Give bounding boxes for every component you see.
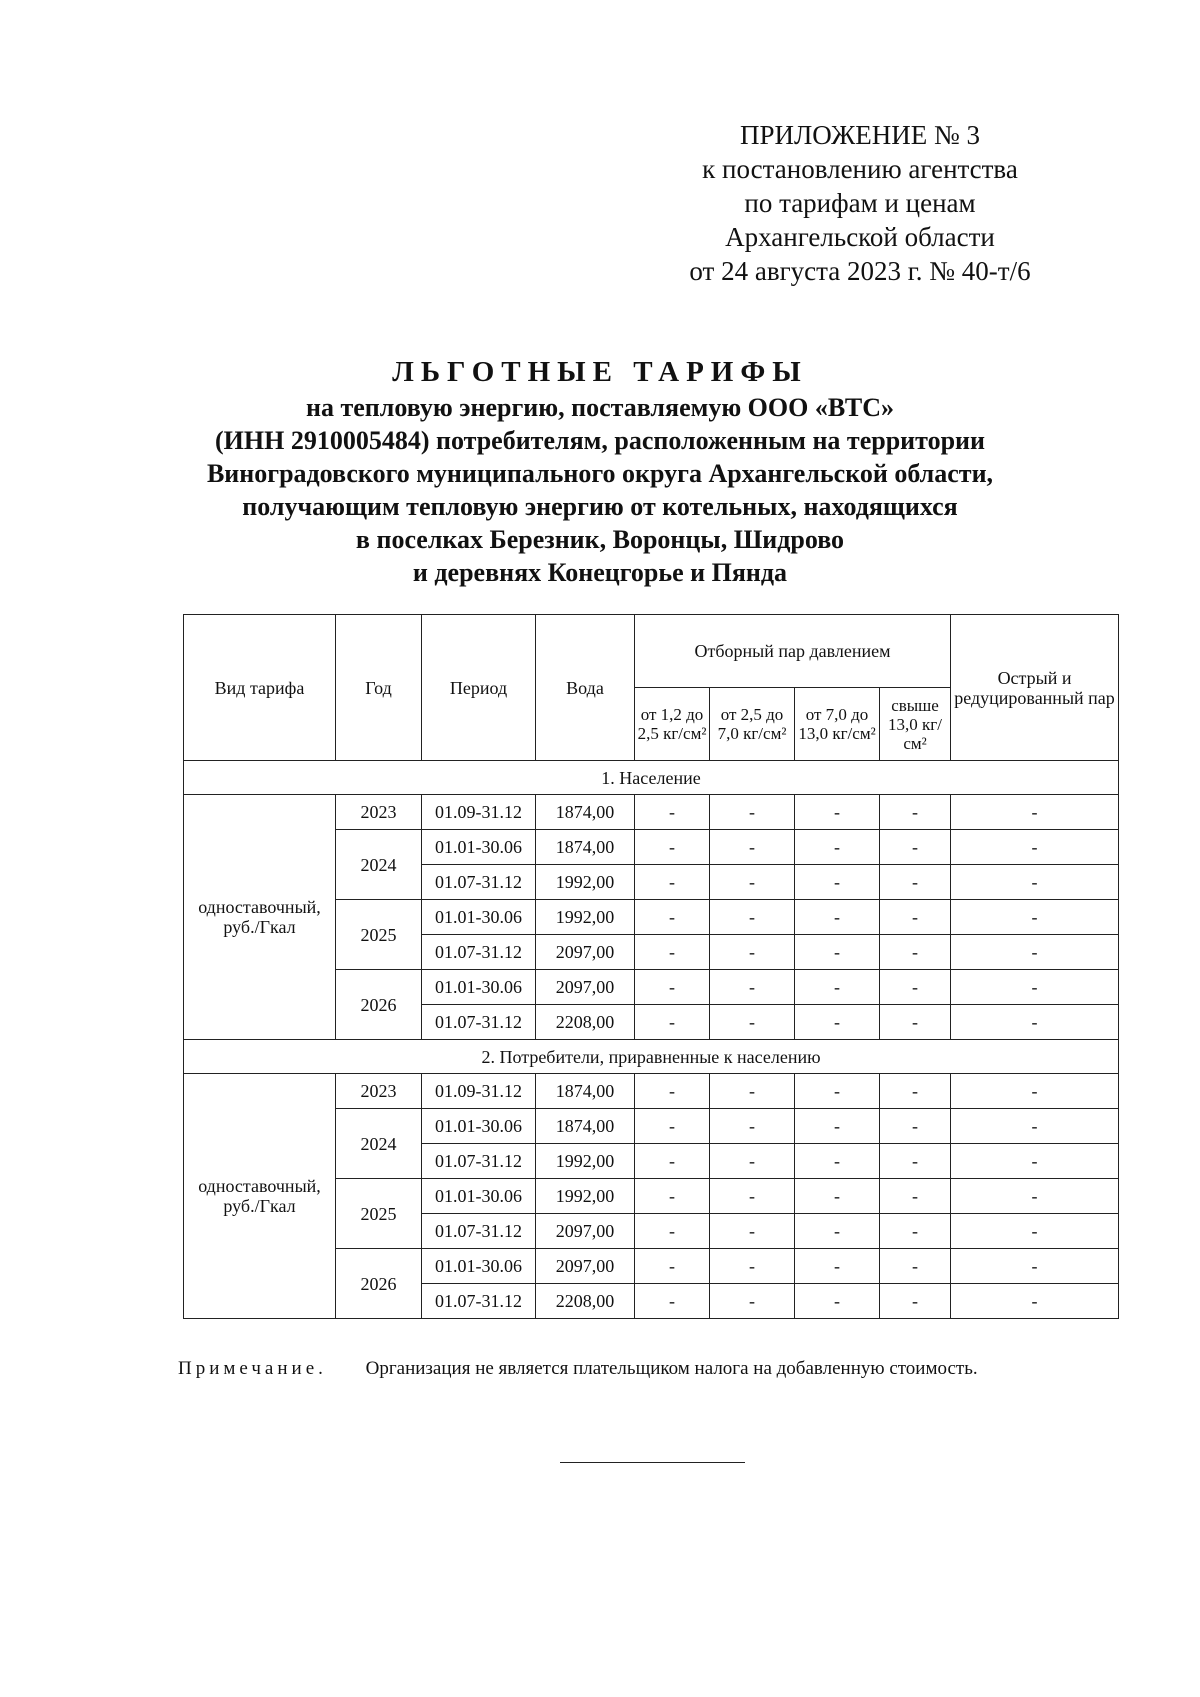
sharp-cell: - — [951, 970, 1119, 1005]
header-pressure-4: свыше 13,0 кг/см² — [880, 688, 951, 761]
p2-cell: - — [710, 1109, 795, 1144]
note-label: Примечание. — [178, 1358, 327, 1379]
header-tariff-type: Вид тарифа — [184, 615, 336, 761]
year-cell: 2025 — [336, 900, 422, 970]
water-cell: 1874,00 — [536, 1074, 635, 1109]
sharp-cell: - — [951, 1144, 1119, 1179]
title-line: и деревнях Конецгорье и Пянда — [412, 558, 788, 587]
p1-cell: - — [635, 1284, 710, 1319]
sharp-cell: - — [951, 830, 1119, 865]
sharp-cell: - — [951, 935, 1119, 970]
header-water: Вода — [536, 615, 635, 761]
p1-cell: - — [635, 795, 710, 830]
p4-cell: - — [880, 795, 951, 830]
p3-cell: - — [795, 1214, 880, 1249]
table-row — [184, 1074, 1119, 1109]
p2-cell: - — [710, 1284, 795, 1319]
appendix-line: Архангельской области — [725, 222, 995, 252]
p2-cell: - — [710, 865, 795, 900]
document-title — [150, 356, 1050, 589]
p3-cell: - — [795, 1179, 880, 1214]
p2-cell: - — [710, 900, 795, 935]
water-cell: 1874,00 — [536, 830, 635, 865]
sharp-cell: - — [951, 1074, 1119, 1109]
sharp-cell: - — [951, 1109, 1119, 1144]
period-cell: 01.01-30.06 — [422, 1179, 536, 1214]
p4-cell: - — [880, 970, 951, 1005]
p3-cell: - — [795, 1284, 880, 1319]
p2-cell: - — [710, 1074, 795, 1109]
appendix-number: ПРИЛОЖЕНИЕ № 3 — [739, 120, 981, 150]
period-cell: 01.07-31.12 — [422, 1214, 536, 1249]
p2-cell: - — [710, 1214, 795, 1249]
p2-cell: - — [710, 1005, 795, 1040]
p4-cell: - — [880, 1284, 951, 1319]
p4-cell: - — [880, 900, 951, 935]
title-line: Виноградовского муниципального округа Архангельской области, — [206, 459, 994, 488]
note — [178, 1358, 1138, 1380]
period-cell: 01.01-30.06 — [422, 970, 536, 1005]
appendix-header — [600, 118, 1120, 288]
p2-cell: - — [710, 1179, 795, 1214]
p1-cell: - — [635, 1214, 710, 1249]
p3-cell: - — [795, 795, 880, 830]
water-cell: 2097,00 — [536, 970, 635, 1005]
table-body — [184, 761, 1119, 1319]
year-cell: 2023 — [336, 795, 422, 830]
p4-cell: - — [880, 1144, 951, 1179]
period-cell: 01.01-30.06 — [422, 830, 536, 865]
period-cell: 01.01-30.06 — [422, 900, 536, 935]
period-cell: 01.07-31.12 — [422, 1284, 536, 1319]
water-cell: 1992,00 — [536, 900, 635, 935]
section-title: 1. Население — [184, 761, 1119, 795]
water-cell: 1874,00 — [536, 795, 635, 830]
p4-cell: - — [880, 865, 951, 900]
appendix-date: от 24 августа 2023 г. № 40-т/6 — [689, 256, 1031, 286]
p3-cell: - — [795, 935, 880, 970]
sharp-cell: - — [951, 1214, 1119, 1249]
p2-cell: - — [710, 1249, 795, 1284]
tariff-table — [183, 614, 1119, 1319]
water-cell: 2208,00 — [536, 1284, 635, 1319]
water-cell: 1992,00 — [536, 1144, 635, 1179]
p4-cell: - — [880, 935, 951, 970]
p2-cell: - — [710, 935, 795, 970]
title-main: ЛЬГОТНЫЕ ТАРИФЫ — [392, 356, 808, 388]
water-cell: 2097,00 — [536, 1214, 635, 1249]
header-pressure-3: от 7,0 до 13,0 кг/см² — [795, 688, 880, 761]
water-cell: 1992,00 — [536, 865, 635, 900]
year-cell: 2024 — [336, 1109, 422, 1179]
p1-cell: - — [635, 935, 710, 970]
header-year: Год — [336, 615, 422, 761]
period-cell: 01.09-31.12 — [422, 795, 536, 830]
period-cell: 01.01-30.06 — [422, 1109, 536, 1144]
sharp-cell: - — [951, 900, 1119, 935]
sharp-cell: - — [951, 1249, 1119, 1284]
note-text: Организация не является плательщиком налога на добавленную стоимость. — [365, 1358, 978, 1379]
section-title: 2. Потребители, приравненные к населению — [184, 1040, 1119, 1074]
water-cell: 2097,00 — [536, 1249, 635, 1284]
period-cell: 01.07-31.12 — [422, 935, 536, 970]
p3-cell: - — [795, 865, 880, 900]
p3-cell: - — [795, 1005, 880, 1040]
water-cell: 2097,00 — [536, 935, 635, 970]
sharp-cell: - — [951, 865, 1119, 900]
p3-cell: - — [795, 1074, 880, 1109]
title-line: получающим тепловую энергию от котельных, находящихся — [242, 492, 958, 521]
sharp-cell: - — [951, 1284, 1119, 1319]
year-cell: 2026 — [336, 970, 422, 1040]
title-line: на тепловую энергию, поставляемую ООО «ВТС» — [306, 393, 894, 422]
p4-cell: - — [880, 1214, 951, 1249]
tariff-type-cell: одноставочный, руб./Гкал — [184, 795, 336, 1040]
p2-cell: - — [710, 1144, 795, 1179]
sharp-cell: - — [951, 1005, 1119, 1040]
p2-cell: - — [710, 795, 795, 830]
title-line: в поселках Березник, Воронцы, Шидрово — [355, 525, 845, 554]
water-cell: 1992,00 — [536, 1179, 635, 1214]
period-cell: 01.07-31.12 — [422, 865, 536, 900]
p3-cell: - — [795, 830, 880, 865]
year-cell: 2026 — [336, 1249, 422, 1319]
p3-cell: - — [795, 1144, 880, 1179]
period-cell: 01.07-31.12 — [422, 1005, 536, 1040]
sharp-cell: - — [951, 795, 1119, 830]
p4-cell: - — [880, 830, 951, 865]
water-cell: 1874,00 — [536, 1109, 635, 1144]
appendix-line: по тарифам и ценам — [744, 188, 976, 218]
p1-cell: - — [635, 970, 710, 1005]
closing-rule — [560, 1462, 745, 1463]
p1-cell: - — [635, 830, 710, 865]
p2-cell: - — [710, 830, 795, 865]
p4-cell: - — [880, 1005, 951, 1040]
period-cell: 01.07-31.12 — [422, 1144, 536, 1179]
year-cell: 2024 — [336, 830, 422, 900]
table-row — [184, 795, 1119, 830]
water-cell: 2208,00 — [536, 1005, 635, 1040]
title-line: (ИНН 2910005484) потребителям, расположенным на территории — [214, 426, 985, 455]
p1-cell: - — [635, 865, 710, 900]
p2-cell: - — [710, 970, 795, 1005]
p1-cell: - — [635, 1249, 710, 1284]
sharp-cell: - — [951, 1179, 1119, 1214]
p1-cell: - — [635, 1179, 710, 1214]
year-cell: 2025 — [336, 1179, 422, 1249]
p3-cell: - — [795, 1109, 880, 1144]
p3-cell: - — [795, 970, 880, 1005]
header-period: Период — [422, 615, 536, 761]
p1-cell: - — [635, 1109, 710, 1144]
year-cell: 2023 — [336, 1074, 422, 1109]
appendix-line: к постановлению агентства — [702, 154, 1018, 184]
header-pressure-1: от 1,2 до 2,5 кг/см² — [635, 688, 710, 761]
p3-cell: - — [795, 900, 880, 935]
p3-cell: - — [795, 1249, 880, 1284]
period-cell: 01.09-31.12 — [422, 1074, 536, 1109]
p4-cell: - — [880, 1074, 951, 1109]
p4-cell: - — [880, 1179, 951, 1214]
p1-cell: - — [635, 1074, 710, 1109]
header-steam-group: Отборный пар давлением — [635, 615, 951, 688]
p4-cell: - — [880, 1109, 951, 1144]
header-sharp-steam: Острый и редуцированный пар — [951, 615, 1119, 761]
header-pressure-2: от 2,5 до 7,0 кг/см² — [710, 688, 795, 761]
tariff-type-cell: одноставочный, руб./Гкал — [184, 1074, 336, 1319]
period-cell: 01.01-30.06 — [422, 1249, 536, 1284]
p1-cell: - — [635, 900, 710, 935]
p4-cell: - — [880, 1249, 951, 1284]
p1-cell: - — [635, 1144, 710, 1179]
p1-cell: - — [635, 1005, 710, 1040]
